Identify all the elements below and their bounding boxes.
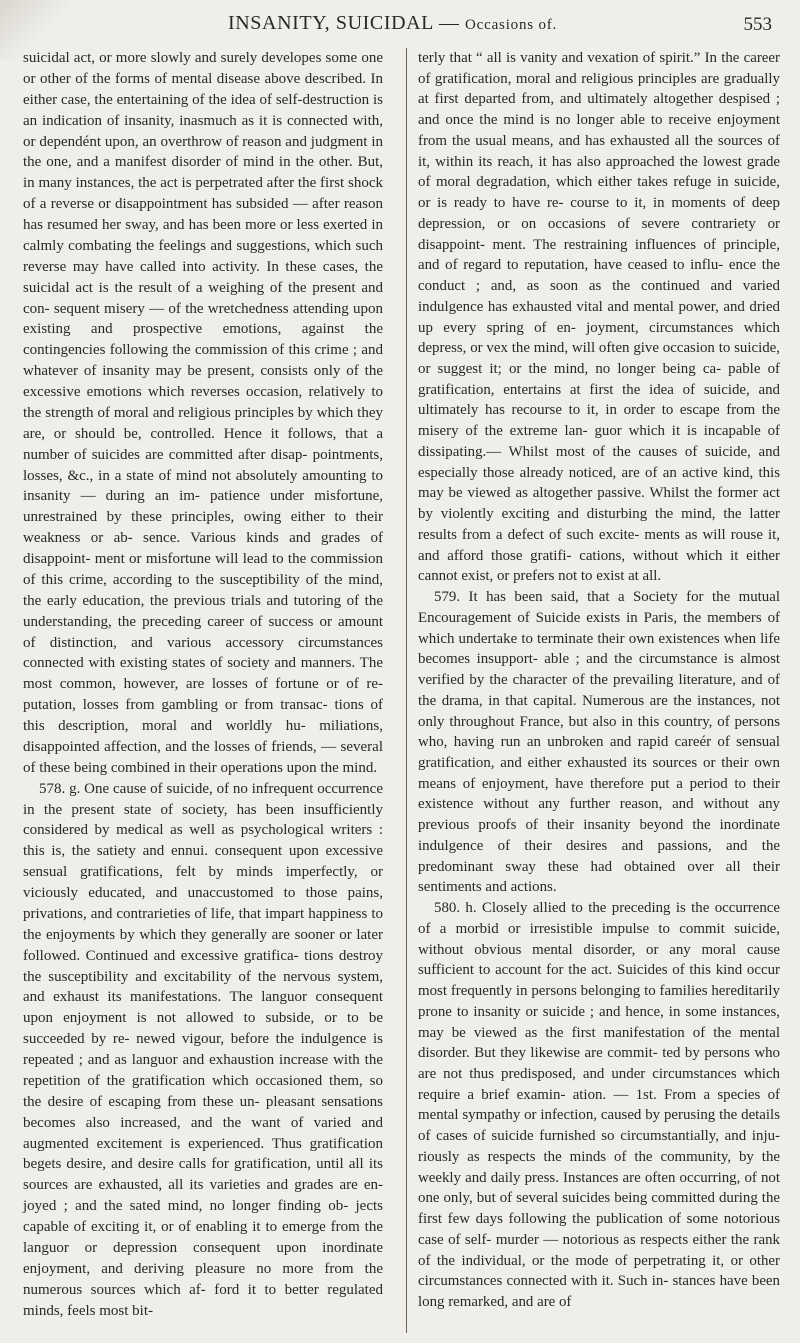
paragraph: 579. It has been said, that a Society for the mutual Encouragement of Suicide exists in Paris, the members of which undertake to terminate their own existences when life becomes insupport- able ; and the circumstance is almost verified by the character of the prevailing literature, and of the drama, in that capital. Numerous are the instances, not only throughout France, but also in this country, of persons who, having run an unbroken and rapid careér of sensual gratification, and either exhausted its sources or their own means of enjoyment, have therefore put a period to their existence without any further reason, and without any previous proofs of their insanity beyond the inordinate indulgence of their desires and passions, and the predominant sway these had obtained over all their sentiments and actions. [418, 589, 780, 896]
column-divider [406, 48, 407, 1333]
right-column [418, 48, 780, 1313]
running-title [228, 12, 557, 35]
running-title-small-caps: Occasions of. [465, 17, 558, 33]
paragraph: 578. g. One cause of suicide, of no infrequent occurrence in the present state of society, has been insufficiently considered by medical as well as psychological writers : this is, the satiety and ennui. consequent upon excessive sensual gratifications, felt by minds imperfectly, or viciously educated, and unaccustomed to those pains, privations, and contrarieties of life, that impart happiness to the enjoyments by which they generally are sooner or later followed. Continued and excessive gratifica- tions destroy the susceptibility and excitability of the nervous system, and exhaust its manifestations. The languor consequent upon enjoyment is not allowed to subside, or to be succeeded by re- newed vigour, before the indulgence is repeated ; and as languor and exhaustion increase with the repetition of the gratification which occasioned them, so the desire of escaping from these un- pleasant sensations becomes also increased, and the want of varied and augmented excitement is experienced. Thus gratification begets desire, and desire calls for gratification, until all its sources are exhausted, all its varieties and grades are en- joyed ; and the sated mind, no longer finding ob- jects capable of exciting it, or of enabling it to emerge from the languor or depression consequent upon inordinate enjoyment, and deriving pleasure no more from the numerous sources which af- ford it to better regulated minds, feels most bit- [23, 780, 383, 1319]
paragraph: 580. h. Closely allied to the preceding is the occurrence of a morbid or irresistible impulse to commit suicide, without obvious mental disorder, or any moral cause sufficient to account for the act. Suicides of this kind occur most frequently in persons belonging to families hereditarily prone to insanity or suicide ; and hence, in some instances, may be viewed as the first manifestation of the mental disorder. But they likewise are commit- ted by persons who are not thus predisposed, and under circumstances which require a brief examin- ation. — 1st. From a species of mental sympathy or infection, caused by perusing the details of cases of suicide furnished so circumstantially, and inju- riously as respects the minds of the community, by the weekly and daily press. Instances are often occurring, of not one only, but of several suicides being committed during the first few days following the publication of some notorious case of self- murder — notorious as respects either the rank of the individual, or the mode of perpetrating it, or other circumstances connected with it. Such in- stances have been long remarked, and are of [418, 900, 780, 1311]
page-number: 553 [743, 14, 772, 35]
paragraph: suicidal act, or more slowly and surely developes some one or other of the forms of mental disease above described. In either case, the entertaining of the idea of self-destruction is an indication of insanity, inasmuch as it is connected with, or dependént upon, an overthrow of reason and judgment in the one, and a manifest disorder of mind in the other. But, in many instances, the act is perpetrated after the first shock of a reverse or disappointment has subsided — after reason has resumed her sway, and has been more or less exerted in calmly combating the feelings and suggestions, which such reverse may have called into activity. In these cases, the suicidal act is the result of a weighing of the present and con- sequent misery — of the wretchedness attending upon existing and prospective emotions, against the contingencies following the commission of this crime ; and whatever of insanity may be present, consists only of the excessive emotions which reverses occasion, relatively to the strength of moral and religious principles by which they are, or should be, controlled. Hence it follows, that a number of suicides are committed after disap- pointments, losses, &c., in a state of mind not absolutely amounting to insanity — during an im- patience under misfortune, unrestrained by these principles, owing either to their weakness or ab- sence. Various kinds and grades of disappoint- ment or misfortune will lead to the commission of this crime, according to the susceptibility of the mind, the early education, the previous trials and tutoring of the understanding, the preceding career of success or amount of distinction, and various accessory circumstances connected with existing states of society and manners. The most common, however, are losses of fortune or of re- putation, losses from gambling or from transac- tions of this description, moral and worldly hu- miliations, disappointed affection, and the losses of friends, — several of these being combined in their operations upon the mind. [23, 50, 383, 776]
paragraph: terly that “ all is vanity and vexation of spirit.” In the career of gratification, moral and religious principles are gradually at first departed from, and ultimately altogether despised ; and once the mind is no longer able to receive enjoyment from the usual means, and has exhausted all the sources of it, within its reach, it has also approached the lowest grade of moral degradation, which either takes refuge in suicide, or is ready to have re- course to it, in moments of deep depression, or on occasions of severe contrariety or disappoint- ment. The restraining influences of principle, and of regard to reputation, have ceased to influ- ence the conduct ; and, as soon as the continued and varied indulgence has exhausted vital and mental power, and dried up every spring of en- joyment, circumstances which depress, or vex the mind, will often give occasion to suicide, or suggest it; or the mind, no longer being ca- pable of gratification, entertains at first the idea of suicide, and ultimately has recourse to it, in order to escape from the misery of the extreme lan- guor which it is incapable of dissipating.— Whilst most of the causes of suicide, and especially those already noticed, are of an active kind, this may be viewed as altogether passive. Whilst the former act by violently exciting and disturbing the mind, the latter results from a defect of such excite- ments as will rouse it, and afford those gratifi- cations, without which it either cannot exist, or prefers not to exist at all. [418, 50, 780, 585]
left-column [23, 48, 383, 1321]
running-title-main: INSANITY, SUICIDAL — [228, 12, 466, 34]
running-header [0, 10, 800, 46]
